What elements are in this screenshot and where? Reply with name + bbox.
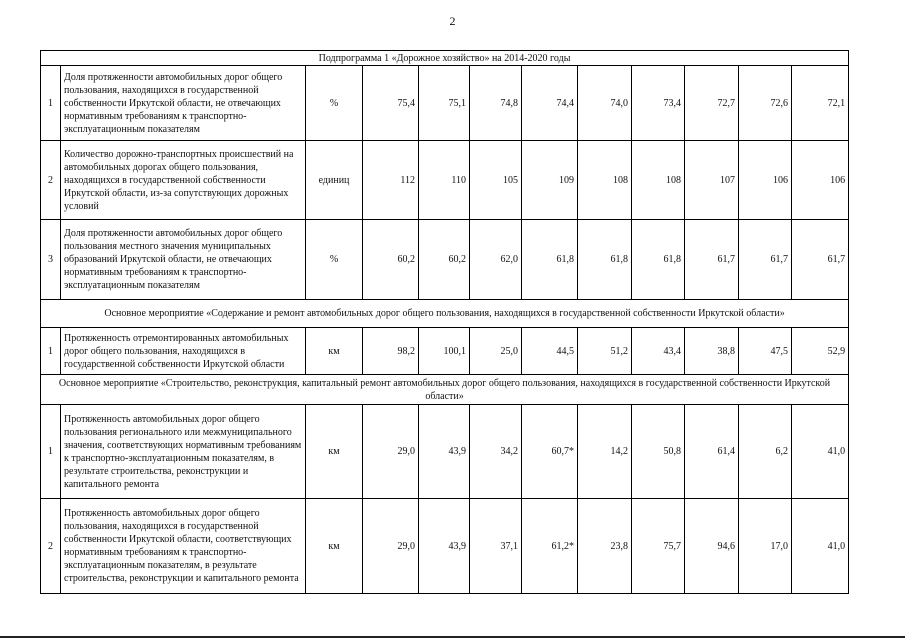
table-row (41, 66, 849, 141)
value-cell: 17,0 (739, 499, 792, 594)
value-cell: 75,1 (419, 66, 470, 141)
section-title: Основное мероприятие «Строительство, реконструкция, капитальный ремонт автомобильных дорог общего пользования, находящихся в государственной собственности Иркутской области» (41, 375, 849, 405)
value-cell: 108 (578, 141, 632, 220)
section-title: Основное мероприятие «Содержание и ремонт автомобильных дорог общего пользования, находящихся в государственной собственности Иркутской области» (41, 300, 849, 328)
row-number: 1 (41, 66, 61, 141)
unit-cell: км (306, 405, 363, 499)
value-cell: 108 (632, 141, 685, 220)
table-row (41, 405, 849, 499)
subprogram-title: Подпрограмма 1 «Дорожное хозяйство» на 2014-2020 годы (41, 51, 849, 66)
value-cell: 29,0 (363, 499, 419, 594)
unit-cell: % (306, 220, 363, 300)
indicator-name: Доля протяженности автомобильных дорог общего пользования, находящихся в государственной собственности Иркутской области, не отвечающих нормативным требованиям к транспортно-эксплуатационным показателям (61, 66, 306, 141)
table-row (41, 499, 849, 594)
value-cell: 72,6 (739, 66, 792, 141)
row-number: 1 (41, 405, 61, 499)
value-cell: 94,6 (685, 499, 739, 594)
value-cell: 51,2 (578, 328, 632, 375)
value-cell: 50,8 (632, 405, 685, 499)
value-cell: 41,0 (792, 405, 849, 499)
scan-edge-line (0, 636, 905, 638)
value-cell: 110 (419, 141, 470, 220)
value-cell: 105 (470, 141, 522, 220)
value-cell: 43,9 (419, 499, 470, 594)
value-cell: 107 (685, 141, 739, 220)
value-cell: 61,7 (685, 220, 739, 300)
value-cell: 6,2 (739, 405, 792, 499)
value-cell: 29,0 (363, 405, 419, 499)
value-cell: 61,8 (522, 220, 578, 300)
value-cell: 25,0 (470, 328, 522, 375)
value-cell: 72,7 (685, 66, 739, 141)
value-cell: 112 (363, 141, 419, 220)
table-body (41, 51, 849, 594)
value-cell: 73,4 (632, 66, 685, 141)
value-cell: 52,9 (792, 328, 849, 375)
value-cell: 60,7* (522, 405, 578, 499)
value-cell: 43,9 (419, 405, 470, 499)
value-cell: 38,8 (685, 328, 739, 375)
value-cell: 34,2 (470, 405, 522, 499)
indicators-table (40, 50, 849, 594)
value-cell: 74,0 (578, 66, 632, 141)
value-cell: 60,2 (419, 220, 470, 300)
value-cell: 100,1 (419, 328, 470, 375)
table-row (41, 328, 849, 375)
value-cell: 61,8 (578, 220, 632, 300)
value-cell: 60,2 (363, 220, 419, 300)
value-cell: 106 (739, 141, 792, 220)
table-row (41, 220, 849, 300)
value-cell: 106 (792, 141, 849, 220)
value-cell: 75,4 (363, 66, 419, 141)
section-row (41, 300, 849, 328)
value-cell: 37,1 (470, 499, 522, 594)
section-row (41, 375, 849, 405)
row-number: 2 (41, 141, 61, 220)
value-cell: 47,5 (739, 328, 792, 375)
value-cell: 61,2* (522, 499, 578, 594)
row-number: 3 (41, 220, 61, 300)
value-cell: 75,7 (632, 499, 685, 594)
table-row (41, 141, 849, 220)
value-cell: 62,0 (470, 220, 522, 300)
indicator-name: Количество дорожно-транспортных происшествий на автомобильных дорогах общего пользования, находящихся в государственной собственности Иркутской области, из-за сопутствующих дорожных условий (61, 141, 306, 220)
value-cell: 14,2 (578, 405, 632, 499)
value-cell: 74,4 (522, 66, 578, 141)
value-cell: 61,4 (685, 405, 739, 499)
page-number: 2 (449, 14, 456, 28)
unit-cell: % (306, 66, 363, 141)
row-number: 2 (41, 499, 61, 594)
indicator-name: Протяженность отремонтированных автомобильных дорог общего пользования, находящихся в государственной собственности Иркутской области (61, 328, 306, 375)
unit-cell: км (306, 499, 363, 594)
unit-cell: единиц (306, 141, 363, 220)
value-cell: 61,8 (632, 220, 685, 300)
value-cell: 109 (522, 141, 578, 220)
indicator-name: Протяженность автомобильных дорог общего пользования, находящихся в государственной собственности Иркутской области, соответствующих нормативным требованиям к транспортно-эксплуатационным показателям, в результате строительства, реконструкции и капитального ремонта (61, 499, 306, 594)
unit-cell: км (306, 328, 363, 375)
value-cell: 98,2 (363, 328, 419, 375)
value-cell: 72,1 (792, 66, 849, 141)
value-cell: 61,7 (792, 220, 849, 300)
value-cell: 44,5 (522, 328, 578, 375)
indicator-name: Доля протяженности автомобильных дорог общего пользования местного значения муниципальных образований Иркутской области, не отвечающих нормативным требованиям к транспортно-эксплуатационным показателям (61, 220, 306, 300)
indicator-name: Протяженность автомобильных дорог общего пользования регионального или межмуниципального значения, соответствующих нормативным требованиям к транспортно-эксплуатационным показателям, в результате строительства, реконструкции и капитального ремонта (61, 405, 306, 499)
value-cell: 23,8 (578, 499, 632, 594)
value-cell: 74,8 (470, 66, 522, 141)
value-cell: 43,4 (632, 328, 685, 375)
value-cell: 61,7 (739, 220, 792, 300)
value-cell: 41,0 (792, 499, 849, 594)
row-number: 1 (41, 328, 61, 375)
